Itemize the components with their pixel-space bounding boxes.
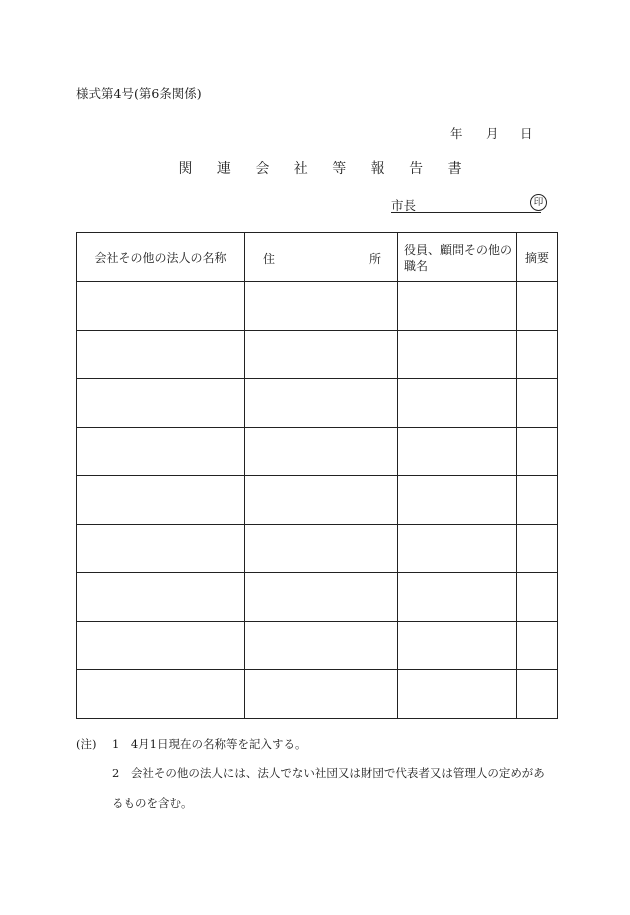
cell-address	[245, 427, 398, 476]
cell-remarks	[517, 476, 558, 525]
cell-remarks	[517, 427, 558, 476]
cell-address	[245, 621, 398, 670]
cell-officer-title	[398, 282, 517, 331]
cell-remarks	[517, 282, 558, 331]
cell-address	[245, 330, 398, 379]
table-row	[77, 670, 558, 719]
table-row	[77, 524, 558, 573]
table-row	[77, 282, 558, 331]
cell-address	[245, 670, 398, 719]
report-table	[76, 232, 558, 719]
cell-address	[245, 282, 398, 331]
cell-officer-title	[398, 670, 517, 719]
header-officer-title	[398, 233, 517, 282]
cell-remarks	[517, 524, 558, 573]
seal-icon: 印	[530, 194, 547, 211]
cell-officer-title	[398, 573, 517, 622]
cell-officer-title	[398, 621, 517, 670]
date-month-label: 月	[486, 126, 499, 141]
cell-officer-title	[398, 524, 517, 573]
note-item-1: 1 4月1日現在の名称等を記入する。	[112, 737, 307, 751]
cell-company-name	[77, 670, 245, 719]
cell-remarks	[517, 670, 558, 719]
cell-company-name	[77, 282, 245, 331]
header-address	[245, 233, 398, 282]
table-row	[77, 476, 558, 525]
table-row	[77, 427, 558, 476]
cell-officer-title	[398, 330, 517, 379]
cell-remarks	[517, 573, 558, 622]
cell-address	[245, 573, 398, 622]
cell-address	[245, 524, 398, 573]
cell-company-name	[77, 330, 245, 379]
header-address-left: 住	[263, 252, 276, 266]
form-number: 様式第4号(第6条関係)	[76, 86, 202, 101]
date-year-label: 年	[450, 126, 463, 141]
note-item-2: 2 会社その他の法人には、法人でない社団又は財団で代表者又は管理人の定めがあ	[112, 766, 545, 780]
document-title: 関 連 会 社 等 報 告 書	[178, 161, 472, 177]
cell-company-name	[77, 379, 245, 428]
header-address-right: 所	[368, 252, 381, 266]
cell-company-name	[77, 476, 245, 525]
cell-company-name	[77, 573, 245, 622]
cell-company-name	[77, 621, 245, 670]
cell-company-name	[77, 524, 245, 573]
table-body	[77, 282, 558, 719]
date-day-label: 日	[520, 126, 533, 141]
note-item-2-continued: るものを含む。	[112, 796, 193, 810]
cell-company-name	[77, 427, 245, 476]
header-officer-title-text: 役員、顧問その他の職名	[404, 243, 513, 273]
table-header-row	[77, 233, 558, 282]
table-row	[77, 573, 558, 622]
header-company-name: 会社その他の法人の名称	[77, 233, 245, 282]
cell-address	[245, 476, 398, 525]
addressee-label: 市長	[391, 198, 417, 213]
cell-officer-title	[398, 379, 517, 428]
addressee-line	[391, 194, 544, 213]
cell-remarks	[517, 621, 558, 670]
cell-remarks	[517, 379, 558, 428]
cell-address	[245, 379, 398, 428]
table-row	[77, 379, 558, 428]
table-row	[77, 330, 558, 379]
cell-remarks	[517, 330, 558, 379]
cell-officer-title	[398, 427, 517, 476]
notes-heading: (注)	[76, 737, 97, 751]
header-remarks: 摘要	[517, 233, 558, 282]
cell-officer-title	[398, 476, 517, 525]
table-row	[77, 621, 558, 670]
